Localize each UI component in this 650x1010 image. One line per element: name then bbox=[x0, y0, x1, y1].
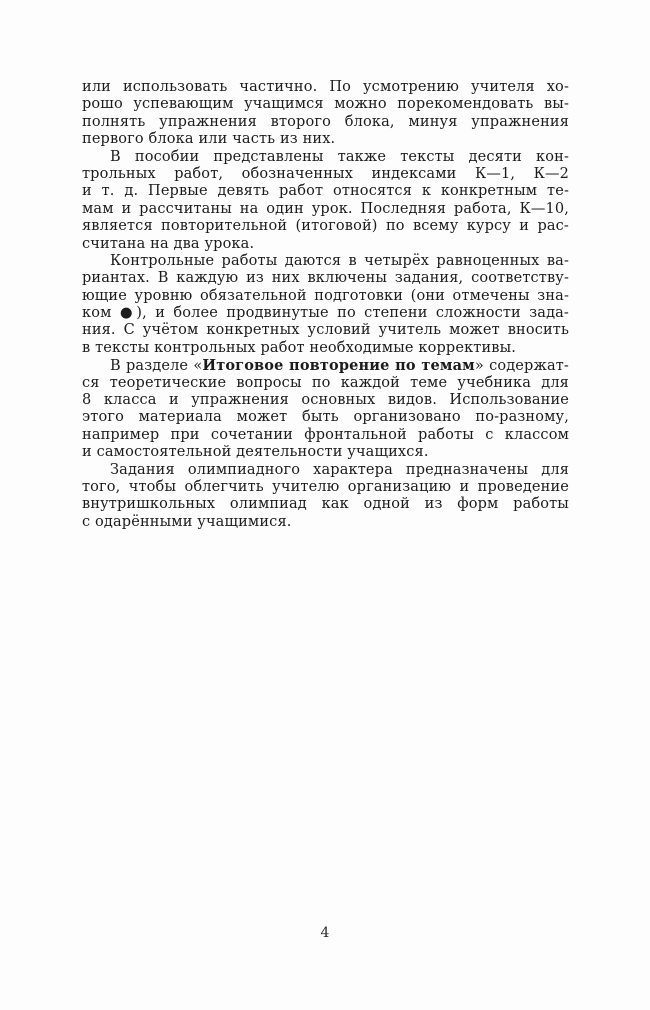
text-line: в тексты контрольных работ необходимые коррективы. bbox=[82, 339, 517, 356]
text-line: и т. д. Первые девять работ относятся к конкретным те- bbox=[82, 183, 569, 200]
text-line: этого материала может быть организовано по-разному, bbox=[82, 409, 569, 426]
text-line: ющие уровню обязательной подготовки (они отмечены зна- bbox=[82, 287, 569, 304]
text-line: считана на два урока. bbox=[82, 235, 255, 252]
text-line: или использовать частично. По усмотрению учителя хо- bbox=[82, 79, 569, 95]
text-line: мам и рассчитаны на один урок. Последняя работа, К—10, bbox=[82, 200, 569, 217]
page-number: 4 bbox=[320, 925, 330, 941]
text-line: является повторительной (итоговой) по всему курсу и рас- bbox=[82, 218, 569, 235]
text-segment: » содержат- bbox=[474, 358, 569, 375]
text-line: того, чтобы облегчить учителю организацию и проведение bbox=[82, 478, 569, 495]
text-line: и самостоятельной деятельности учащихся. bbox=[82, 444, 429, 461]
paragraph bbox=[82, 149, 569, 253]
text-line: полнять упражнения второго блока, минуя упражнения bbox=[82, 113, 569, 130]
text-line: Контрольные работы даются в четырёх равноценных ва- bbox=[110, 252, 569, 269]
text-line: рошо успевающим учащимся можно порекомендовать вы- bbox=[82, 96, 569, 113]
text-line: Задания олимпиадного характера предназначены для bbox=[110, 461, 569, 478]
text-line: 8 класса и упражнения основных видов. Использование bbox=[82, 392, 569, 409]
text-line: ся теоретические вопросы по каждой теме учебника для bbox=[82, 374, 569, 391]
text-line: например при сочетании фронтальной работы с классом bbox=[82, 426, 569, 443]
text-segment: В разделе « bbox=[110, 358, 203, 375]
text-line: трольных работ, обозначенных индексами К—1, К—2 bbox=[82, 165, 569, 182]
text-line: первого блока или часть из них. bbox=[82, 131, 336, 148]
text-line: В пособии представлены также тексты десяти кон- bbox=[110, 148, 569, 165]
text-line: с одарёнными учащимися. bbox=[82, 513, 292, 530]
text-line: внутришкольных олимпиад как одной из форм работы bbox=[82, 496, 569, 513]
paragraph bbox=[82, 79, 569, 149]
paragraph bbox=[82, 253, 569, 357]
section-title-bold: Итоговое повторение по темам bbox=[202, 357, 475, 375]
paragraph bbox=[82, 462, 569, 532]
text-line bbox=[82, 357, 569, 374]
text-line: риантах. В каждую из них включены задания, соответству- bbox=[82, 270, 569, 287]
text-line: ния. С учётом конкретных условий учитель может вносить bbox=[82, 322, 569, 339]
paragraph bbox=[82, 357, 569, 461]
text-block bbox=[82, 79, 569, 531]
text-line: ком ●), и более продвинутые по степени сложности зада- bbox=[82, 305, 569, 322]
